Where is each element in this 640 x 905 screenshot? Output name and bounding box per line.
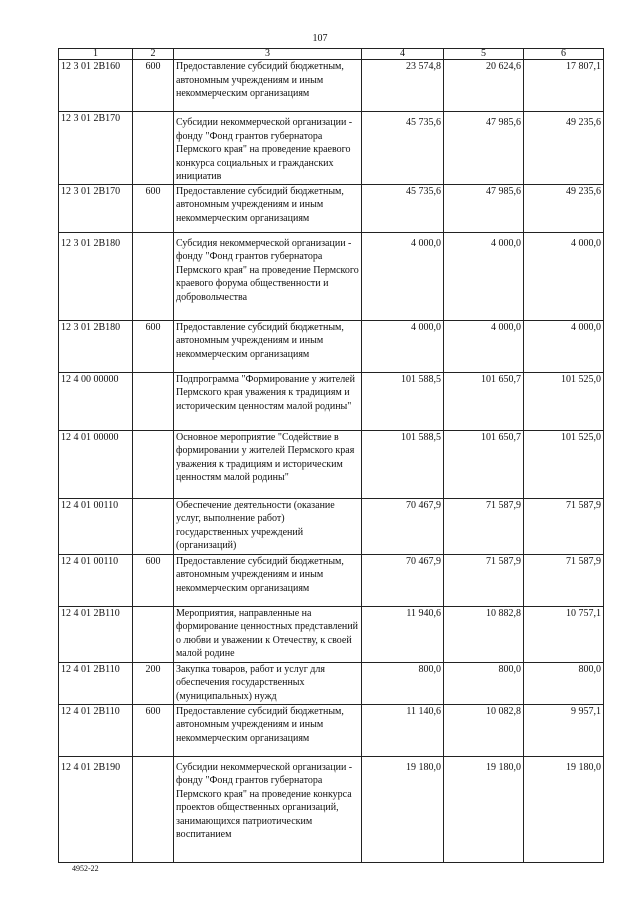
table-row xyxy=(59,320,604,372)
expense-type-cell xyxy=(133,112,174,185)
amount-cell-col5: 71 587,9 xyxy=(444,554,524,606)
table-header-row xyxy=(59,49,604,60)
expense-type-cell xyxy=(133,498,174,554)
amount-cell-col4: 4 000,0 xyxy=(362,320,444,372)
description-cell: Предоставление субсидий бюджетным, автономным учреждениям и иным некоммерческим организациям xyxy=(174,184,362,232)
amount-cell-col6: 19 180,0 xyxy=(524,756,604,862)
amount-cell-col6: 101 525,0 xyxy=(524,372,604,430)
amount-cell-col6: 71 587,9 xyxy=(524,554,604,606)
expense-type-cell: 600 xyxy=(133,704,174,756)
description-cell: Предоставление субсидий бюджетным, автономным учреждениям и иным некоммерческим организациям xyxy=(174,554,362,606)
expense-type-cell: 600 xyxy=(133,60,174,112)
description-cell: Закупка товаров, работ и услуг для обеспечения государственных (муниципальных) нужд xyxy=(174,662,362,704)
expense-type-cell: 600 xyxy=(133,184,174,232)
amount-cell-col5: 4 000,0 xyxy=(444,232,524,320)
expense-type-cell: 600 xyxy=(133,320,174,372)
amount-cell-col5: 4 000,0 xyxy=(444,320,524,372)
amount-cell-col5: 47 985,6 xyxy=(444,112,524,185)
column-header: 5 xyxy=(444,49,524,60)
amount-cell-col5: 10 082,8 xyxy=(444,704,524,756)
budget-code-cell: 12 4 01 00000 xyxy=(59,430,133,498)
table-row xyxy=(59,232,604,320)
amount-cell-col6: 71 587,9 xyxy=(524,498,604,554)
description-cell: Субсидии некоммерческой организации - фонду "Фонд грантов губернатора Пермского края" на проведение краевого конкурса социальных и гражданских инициатив xyxy=(174,112,362,185)
amount-cell-col4: 70 467,9 xyxy=(362,554,444,606)
amount-cell-col4: 800,0 xyxy=(362,662,444,704)
expense-type-cell xyxy=(133,756,174,862)
page-number: 107 xyxy=(312,33,328,44)
amount-cell-col5: 800,0 xyxy=(444,662,524,704)
column-header: 3 xyxy=(174,49,362,60)
column-header: 2 xyxy=(133,49,174,60)
budget-code-cell: 12 4 00 00000 xyxy=(59,372,133,430)
amount-cell-col4: 4 000,0 xyxy=(362,232,444,320)
table-row xyxy=(59,756,604,862)
column-header: 4 xyxy=(362,49,444,60)
amount-cell-col6: 800,0 xyxy=(524,662,604,704)
amount-cell-col4: 70 467,9 xyxy=(362,498,444,554)
expense-type-cell: 200 xyxy=(133,662,174,704)
expense-type-cell xyxy=(133,372,174,430)
amount-cell-col5: 101 650,7 xyxy=(444,372,524,430)
amount-cell-col5: 101 650,7 xyxy=(444,430,524,498)
table-row xyxy=(59,60,604,112)
expense-type-cell xyxy=(133,232,174,320)
expense-type-cell xyxy=(133,430,174,498)
budget-code-cell: 12 4 01 00110 xyxy=(59,554,133,606)
amount-cell-col4: 11 140,6 xyxy=(362,704,444,756)
description-cell: Обеспечение деятельности (оказание услуг, выполнение работ) государственных учреждений (организаций) xyxy=(174,498,362,554)
description-cell: Подпрограмма "Формирование у жителей Пермского края уважения к традициям и историческим ценностям малой родины" xyxy=(174,372,362,430)
description-cell: Субсидия некоммерческой организации - фонду "Фонд грантов губернатора Пермского края" на проведение Пермского краевого форума общественности и добровольчества xyxy=(174,232,362,320)
expense-type-cell: 600 xyxy=(133,554,174,606)
budget-code-cell: 12 3 01 2B170 xyxy=(59,112,133,185)
budget-code-cell: 12 4 01 2B110 xyxy=(59,704,133,756)
table-row xyxy=(59,554,604,606)
column-header: 6 xyxy=(524,49,604,60)
budget-code-cell: 12 3 01 2B180 xyxy=(59,232,133,320)
budget-code-cell: 12 3 01 2B170 xyxy=(59,184,133,232)
amount-cell-col6: 9 957,1 xyxy=(524,704,604,756)
amount-cell-col4: 101 588,5 xyxy=(362,430,444,498)
budget-code-cell: 12 4 01 2B110 xyxy=(59,662,133,704)
budget-table xyxy=(58,48,604,863)
description-cell: Предоставление субсидий бюджетным, автономным учреждениям и иным некоммерческим организациям xyxy=(174,320,362,372)
amount-cell-col6: 10 757,1 xyxy=(524,606,604,662)
amount-cell-col4: 11 940,6 xyxy=(362,606,444,662)
amount-cell-col5: 20 624,6 xyxy=(444,60,524,112)
amount-cell-col6: 4 000,0 xyxy=(524,232,604,320)
amount-cell-col6: 49 235,6 xyxy=(524,184,604,232)
amount-cell-col4: 45 735,6 xyxy=(362,112,444,185)
amount-cell-col4: 19 180,0 xyxy=(362,756,444,862)
amount-cell-col6: 49 235,6 xyxy=(524,112,604,185)
description-cell: Предоставление субсидий бюджетным, автономным учреждениям и иным некоммерческим организациям xyxy=(174,60,362,112)
document-id: 4952-22 xyxy=(72,864,99,873)
description-cell: Мероприятия, направленные на формирование ценностных представлений о любви и уважении к Отечеству, к своей малой родине xyxy=(174,606,362,662)
column-header: 1 xyxy=(59,49,133,60)
amount-cell-col4: 101 588,5 xyxy=(362,372,444,430)
table-row xyxy=(59,372,604,430)
table-row xyxy=(59,704,604,756)
amount-cell-col5: 47 985,6 xyxy=(444,184,524,232)
budget-code-cell: 12 4 01 00110 xyxy=(59,498,133,554)
table-row xyxy=(59,498,604,554)
amount-cell-col5: 19 180,0 xyxy=(444,756,524,862)
budget-code-cell: 12 3 01 2B160 xyxy=(59,60,133,112)
table-row xyxy=(59,184,604,232)
expense-type-cell xyxy=(133,606,174,662)
budget-code-cell: 12 3 01 2B180 xyxy=(59,320,133,372)
amount-cell-col6: 101 525,0 xyxy=(524,430,604,498)
table-row xyxy=(59,662,604,704)
table-row xyxy=(59,430,604,498)
amount-cell-col4: 23 574,8 xyxy=(362,60,444,112)
amount-cell-col6: 17 807,1 xyxy=(524,60,604,112)
table-row xyxy=(59,112,604,185)
description-cell: Основное мероприятие "Содействие в формировании у жителей Пермского края уважения к традициям и историческим ценностям малой родины" xyxy=(174,430,362,498)
description-cell: Предоставление субсидий бюджетным, автономным учреждениям и иным некоммерческим организациям xyxy=(174,704,362,756)
amount-cell-col5: 71 587,9 xyxy=(444,498,524,554)
budget-code-cell: 12 4 01 2B110 xyxy=(59,606,133,662)
description-cell: Субсидии некоммерческой организации - фонду "Фонд грантов губернатора Пермского края" на проведение конкурса проектов общественных организаций, занимающихся патриотическим воспитанием xyxy=(174,756,362,862)
table-row xyxy=(59,606,604,662)
budget-code-cell: 12 4 01 2B190 xyxy=(59,756,133,862)
amount-cell-col4: 45 735,6 xyxy=(362,184,444,232)
amount-cell-col5: 10 882,8 xyxy=(444,606,524,662)
amount-cell-col6: 4 000,0 xyxy=(524,320,604,372)
